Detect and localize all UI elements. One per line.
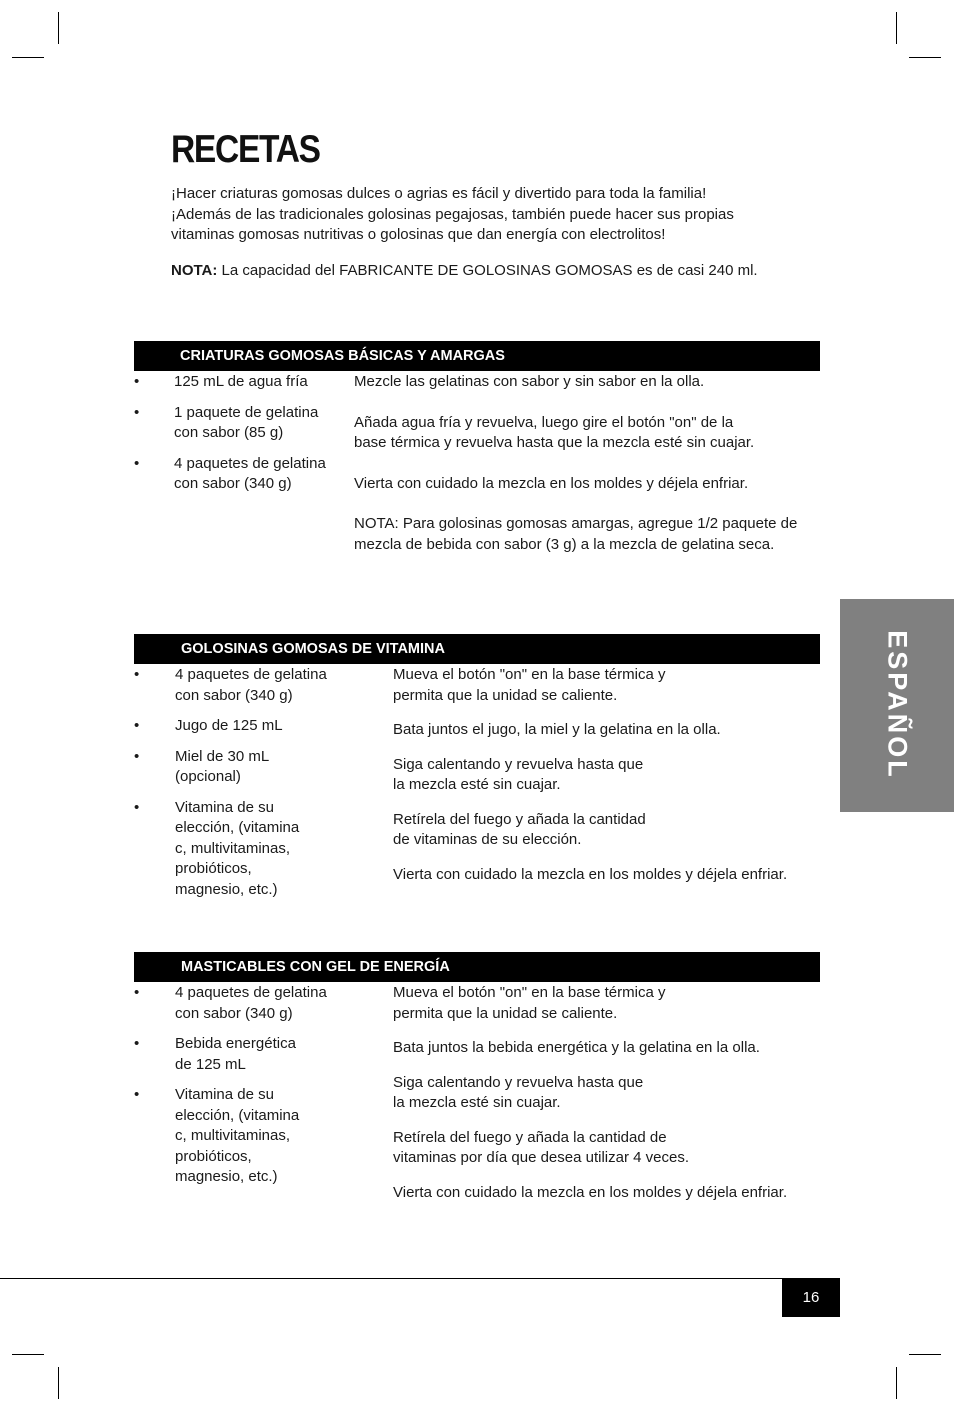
instruction-line: Siga calentando y revuelva hasta que xyxy=(393,755,644,773)
language-tab-label: ESPAÑOL xyxy=(882,630,913,780)
ingredient-list xyxy=(134,983,354,1188)
instruction-line: Vierta con cuidado la mezcla en los moldes y déjela enfriar. xyxy=(354,474,749,492)
ingredient-line: con sabor (340 g) xyxy=(175,686,293,704)
section-heading: MASTICABLES CON GEL DE ENERGÍA xyxy=(134,952,820,982)
ingredient-line: elección, (vitamina xyxy=(175,819,300,836)
crop-mark xyxy=(12,57,44,58)
capacity-note xyxy=(171,261,811,281)
ingredient-item xyxy=(134,1085,354,1188)
intro-line: ¡Además de las tradicionales golosinas pegajosas, también puede hacer sus propias xyxy=(171,205,734,223)
instruction-line: base térmica y revuelva hasta que la mezcla esté sin cuajar. xyxy=(354,434,755,451)
ingredient-line: 4 paquetes de gelatina xyxy=(175,984,327,1001)
crop-mark xyxy=(58,12,59,44)
footer-rule xyxy=(0,1278,840,1279)
bullet: • xyxy=(134,1086,140,1103)
instruction-list xyxy=(393,983,823,1203)
crop-mark xyxy=(896,1367,897,1399)
bullet: • xyxy=(134,1035,140,1052)
ingredient-line: c, multivitaminas, xyxy=(175,839,291,857)
instruction-line: permita que la unidad se caliente. xyxy=(393,1004,618,1022)
ingredient-line: con sabor (340 g) xyxy=(174,475,292,492)
section-heading: GOLOSINAS GOMOSAS DE VITAMINA xyxy=(134,634,820,664)
ingredient-line: 4 paquetes de gelatina xyxy=(175,666,327,683)
instruction-line: Mueva el botón "on" en la base térmica y xyxy=(393,666,666,683)
instruction-step xyxy=(393,1183,823,1204)
instruction-line: Retírela del fuego y añada la cantidad xyxy=(393,810,646,828)
intro-paragraph xyxy=(171,184,791,246)
intro-line: vitaminas gomosas nutritivas o golosinas que dan energía con electrolitos! xyxy=(171,226,666,243)
page-title: RECETAS xyxy=(171,128,320,171)
ingredient-line: con sabor (340 g) xyxy=(175,1004,293,1022)
ingredient-line: con sabor (85 g) xyxy=(174,424,284,441)
instruction-list xyxy=(393,665,823,885)
ingredient-item xyxy=(134,1034,354,1075)
instruction-list xyxy=(354,372,824,555)
instruction-step xyxy=(393,665,823,706)
instruction-line: mezcla de bebida con sabor (3 g) a la mezcla de gelatina seca. xyxy=(354,535,775,553)
ingredient-line: 125 mL de agua fría xyxy=(174,373,308,390)
instruction-step xyxy=(393,1073,823,1114)
instruction-step xyxy=(393,1128,823,1169)
ingredient-item xyxy=(134,403,344,444)
instruction-line: de vitaminas de su elección. xyxy=(393,831,582,848)
ingredient-item xyxy=(134,716,354,737)
ingredient-line: de 125 mL xyxy=(175,1055,246,1073)
bullet: • xyxy=(134,666,140,683)
section-heading: CRIATURAS GOMOSAS BÁSICAS Y AMARGAS xyxy=(134,341,820,371)
ingredient-line: magnesio, etc.) xyxy=(175,880,278,898)
instruction-line: Mueva el botón "on" en la base térmica y xyxy=(393,984,666,1001)
ingredient-line: probióticos, xyxy=(175,1147,252,1165)
ingredient-item xyxy=(134,372,344,393)
instruction-step xyxy=(354,474,824,495)
ingredient-line: c, multivitaminas, xyxy=(175,1127,291,1144)
ingredient-line: probióticos, xyxy=(175,860,252,877)
bullet: • xyxy=(134,747,140,765)
instruction-line: Añada agua fría y revuelva, luego gire el botón "on" de la xyxy=(354,413,734,431)
ingredient-line: Vitamina de su xyxy=(175,1086,274,1103)
bullet: • xyxy=(134,454,140,472)
ingredient-item xyxy=(134,665,354,706)
ingredient-item xyxy=(134,983,354,1024)
crop-mark xyxy=(896,12,897,44)
instruction-line: la mezcla esté sin cuajar. xyxy=(393,776,561,793)
language-tab xyxy=(840,599,954,812)
ingredient-line: elección, (vitamina xyxy=(175,1106,300,1124)
instruction-line: NOTA: Para golosinas gomosas amargas, agregue 1/2 paquete de xyxy=(354,515,798,532)
note-text: La capacidad del FABRICANTE DE GOLOSINAS GOMOSAS es de casi 240 ml. xyxy=(217,262,758,279)
ingredient-line: Miel de 30 mL xyxy=(175,747,270,765)
bullet: • xyxy=(134,798,140,816)
ingredient-item xyxy=(134,747,354,788)
ingredient-line: 1 paquete de gelatina xyxy=(174,403,319,421)
instruction-line: vitaminas por día que desea utilizar 4 veces. xyxy=(393,1149,689,1166)
bullet: • xyxy=(134,717,140,734)
instruction-line: Vierta con cuidado la mezcla en los moldes y déjela enfriar. xyxy=(393,865,788,883)
instruction-step xyxy=(354,514,824,555)
ingredient-line: Vitamina de su xyxy=(175,798,274,816)
instruction-line: la mezcla esté sin cuajar. xyxy=(393,1094,561,1111)
instruction-step xyxy=(354,372,824,393)
instruction-line: permita que la unidad se caliente. xyxy=(393,686,618,704)
note-label: NOTA: xyxy=(171,262,218,279)
instruction-line: Mezcle las gelatinas con sabor y sin sabor en la olla. xyxy=(354,373,705,390)
instruction-step xyxy=(393,755,823,796)
crop-mark xyxy=(909,1354,941,1355)
crop-mark xyxy=(12,1354,44,1355)
ingredient-item xyxy=(134,798,354,901)
ingredient-item xyxy=(134,454,344,495)
instruction-line: Retírela del fuego y añada la cantidad de xyxy=(393,1128,667,1146)
crop-mark xyxy=(58,1367,59,1399)
bullet: • xyxy=(134,403,140,421)
instruction-step xyxy=(393,983,823,1024)
instruction-step xyxy=(393,1038,823,1059)
instruction-step xyxy=(393,720,823,741)
crop-mark xyxy=(909,57,941,58)
instruction-step xyxy=(393,865,823,886)
bullet: • xyxy=(134,373,140,390)
instruction-line: Vierta con cuidado la mezcla en los moldes y déjela enfriar. xyxy=(393,1183,788,1201)
ingredient-line: (opcional) xyxy=(175,768,241,785)
bullet: • xyxy=(134,984,140,1001)
instruction-step xyxy=(393,810,823,851)
instruction-line: Siga calentando y revuelva hasta que xyxy=(393,1073,644,1091)
instruction-step xyxy=(354,413,824,454)
ingredient-line: Bebida energética xyxy=(175,1035,296,1052)
ingredient-line: Jugo de 125 mL xyxy=(175,717,283,734)
instruction-line: Bata juntos la bebida energética y la gelatina en la olla. xyxy=(393,1039,760,1056)
instruction-line: Bata juntos el jugo, la miel y la gelatina en la olla. xyxy=(393,721,721,738)
intro-line: ¡Hacer criaturas gomosas dulces o agrias es fácil y divertido para toda la familia! xyxy=(171,185,707,202)
ingredient-list xyxy=(134,665,354,900)
page-number: 16 xyxy=(782,1278,840,1317)
ingredient-line: magnesio, etc.) xyxy=(175,1168,278,1185)
ingredient-list xyxy=(134,372,344,495)
ingredient-line: 4 paquetes de gelatina xyxy=(174,454,326,472)
